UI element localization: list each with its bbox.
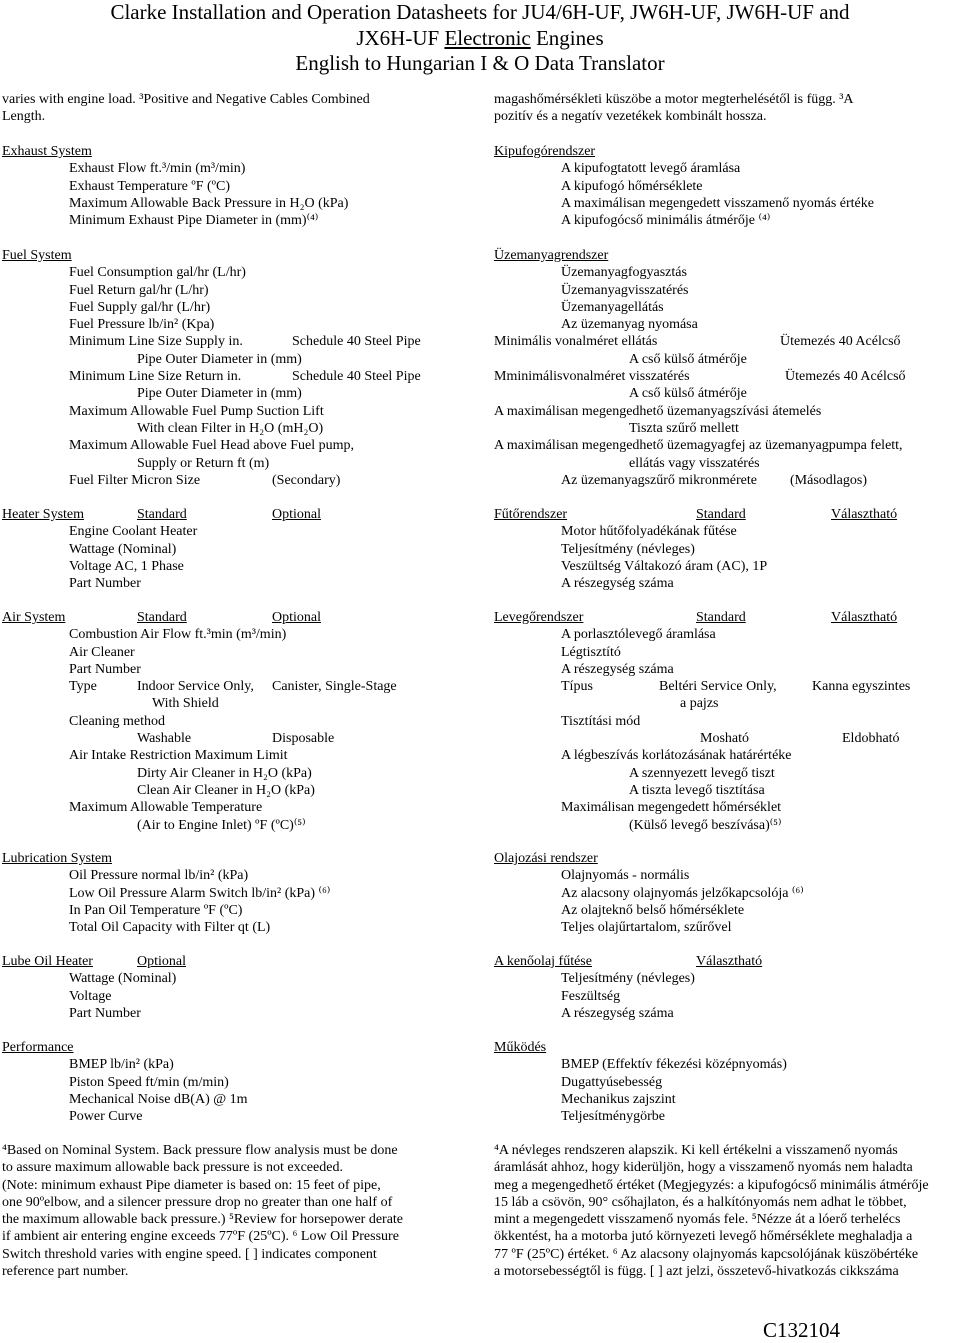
intro-line: varies with engine load. ³Positive and Negative Cables Combined [2,92,370,107]
spec-label: A cső külső átmérője [629,386,747,402]
spec-label: Teljes olajűrtartalom, szűrővel [561,920,732,936]
spec-label [494,333,959,350]
spec-label: A kipufogtatott levegő áramlása [561,161,741,177]
footnotes [494,1142,929,1280]
section-title: Kipufogórendszer [494,144,596,159]
column-standard: Standard [137,610,187,625]
title-engine-prefix: JX6H-UF [356,25,445,50]
spec-label: Tisztítási mód [561,713,641,729]
section-header [494,953,959,970]
spec-label: (Air to Engine Inlet) ºF (ºC)⁽⁵⁾ [137,817,306,833]
spec-label: ellátás vagy visszatérés [629,455,760,471]
performance-section [494,1039,959,1125]
spec-value: Beltéri Service Only, [659,679,777,695]
spec-label: Maximum Allowable Temperature [69,800,263,816]
spec-label-text: Type [69,679,97,695]
intro-line: magashőmérsékleti küszöbe a motor megterhelésétől is függ. ³A [494,92,854,107]
spec-label: Üzemanyagvisszatérés [561,282,689,298]
spec-value: Canister, Single-Stage [272,679,397,695]
footnote-line: Switch threshold varies with engine speed. [ ] indicates component [2,1246,377,1262]
footnote-line: áramlását ahhoz, hogy kiderüljön, hogy a visszamenő nyomás nem haladta [494,1160,913,1176]
spec-label: Part Number [69,1005,141,1021]
spec-label [2,368,472,385]
spec-label: Üzemanyagfogyasztás [561,265,687,281]
spec-label: Pipe Outer Diameter in (mm) [137,351,302,367]
column-optional: Választható [831,507,898,522]
spec-label [2,472,472,489]
spec-label: Part Number [69,576,141,592]
spec-label: Oil Pressure normal lb/in² (kPa) [69,868,249,884]
spec-label: Olajnyomás - normális [561,868,690,884]
air-section [2,609,472,834]
spec-value: Mosható [700,731,749,747]
section-title: Lubrication System [2,851,113,866]
spec-label: Pipe Outer Diameter in (mm) [137,386,302,402]
spec-label: Maximum Allowable Fuel Head above Fuel pump, [69,438,355,454]
spec-label: Cleaning method [69,713,166,729]
title-engine-suffix: Engines [530,25,604,50]
lube-heater-section [494,953,959,1022]
spec-label-text: Az üzemanyagszűrő mikronmérete [561,472,757,488]
section-title: Fűtőrendszer [494,507,568,522]
footnote-line: the maximum allowable back pressure.) ⁵Review for horsepower derate [2,1212,404,1228]
spec-label: Dugattyúsebesség [561,1074,663,1090]
spec-label-text: Minimum Line Size Return in. [69,369,242,385]
spec-label: Teljesítmény (névleges) [561,541,695,557]
spec-label: Maximálisan megengedett hőmérséklet [561,800,782,816]
column-optional: Választható [696,954,763,969]
hungarian-column [494,91,959,1280]
footnote-line: one 90ºelbow, and a silencer pressure drop no greater than one half of [2,1194,393,1210]
footnote-line: reference part number. [2,1264,129,1280]
spec-value: Kanna egyszintes [812,679,911,695]
section-title: Lube Oil Heater [2,954,93,969]
section-title: Air System [2,610,66,625]
spec-label: A részegység száma [561,576,674,592]
spec-label: Air Cleaner [69,644,135,660]
section-header [2,609,472,626]
spec-label: Tiszta szűrő mellett [629,420,739,436]
spec-label: Piston Speed ft/min (m/min) [69,1074,229,1090]
section-header [2,506,472,523]
spec-label: BMEP (Effektív fékezési középnyomás) [561,1057,787,1073]
spec-label: Az üzemanyag nyomása [561,317,698,333]
section-title: Működés [494,1040,547,1055]
section-title: Heater System [2,507,85,522]
spec-value-row [2,730,472,747]
section-title: Levegőrendszer [494,610,584,625]
spec-value: Eldobható [842,731,900,747]
footnote-line: to assure maximum allowable back pressure is not exceeded. [2,1160,343,1176]
spec-label [2,333,472,350]
footnote-line: (Note: minimum exhaust Pipe diameter is based on: 15 feet of pipe, [2,1177,381,1193]
section-header [494,506,959,523]
spec-label: Voltage AC, 1 Phase [69,558,184,574]
spec-label: Az olajteknő belső hőmérséklete [561,902,745,918]
spec-value-text: a pajzs [680,696,719,712]
spec-label: A kipufogócső minimális átmérője ⁽⁴⁾ [561,213,771,229]
spec-label: Fuel Return gal/hr (L/hr) [69,282,209,298]
document-code: C132104 [762,1318,840,1342]
spec-label: Power Curve [69,1109,143,1125]
spec-value: (Secondary) [272,472,341,488]
fuel-section [494,247,959,489]
performance-section [2,1039,472,1125]
heater-section [2,506,472,592]
spec-label: A maximálisan megengedett visszamenő nyomás értéke [561,195,874,211]
spec-label: Wattage (Nominal) [69,541,177,557]
spec-label: A részegység száma [561,1005,674,1021]
footnote-line: mint a megengedett visszamenő nyomás fele. ⁵Nézze át a lóerő terhelécs [494,1212,901,1228]
spec-label: A tiszta levegő tisztítása [629,782,765,798]
column-standard: Standard [696,507,746,522]
spec-label: Teljesítménygörbe [561,1109,665,1125]
spec-label: In Pan Oil Temperature ºF (ºC) [69,902,243,918]
spec-label: Wattage (Nominal) [69,971,177,987]
spec-label: Exhaust Flow ft.³/min (m³/min) [69,161,246,177]
spec-value: Washable [137,731,192,747]
spec-label: Minimum Exhaust Pipe Diameter in (mm)⁽⁴⁾ [69,213,319,229]
section-title: Üzemanyagrendszer [494,248,609,263]
spec-label: Légtisztító [561,644,621,660]
spec-label: BMEP lb/in² (kPa) [69,1057,174,1073]
column-optional: Optional [272,507,321,522]
fuel-section [2,247,472,489]
spec-label: Motor hűtőfolyadékának fűtése [561,524,737,540]
spec-label [494,368,959,385]
spec-label: A porlasztólevegő áramlása [561,627,716,643]
section-title: Fuel System [2,248,72,263]
footnote-line: 77 ºF (25ºC) értéket. ⁶ Az alacsony olajnyomás kapcsolójának küszöbértéke [494,1246,919,1262]
intro-line: Length. [2,109,46,125]
spec-label [2,678,472,695]
exhaust-section [2,143,472,229]
column-optional: Választható [831,610,898,625]
spec-label: Mechanical Noise dB(A) @ 1m [69,1091,248,1107]
spec-label: Üzemanyagellátás [561,299,664,315]
footnote-line: a motorsebességtől is függ. [ ] azt jelzi, összetevő-hivatkozás cikkszáma [494,1264,899,1280]
section-title: A kenőolaj fűtése [494,954,592,969]
spec-label: A maximálisan megengedhető üzemanyagszívási átemelés [494,403,822,419]
spec-value: (Másodlagos) [790,472,867,488]
footnote-line: if ambient air entering engine exceeds 77ºF (25ºC). ⁶ Low Oil Pressure [2,1229,399,1245]
section-title: Olajozási rendszer [494,851,598,866]
spec-label: Combustion Air Flow ft.³min (m³/min) [69,627,287,643]
footnote-line: ökkentést, ha a motorba jutó környezeti levegő hőmérséklete meghaladja a [494,1229,913,1245]
spec-value-row [494,730,959,747]
section-title: Exhaust System [2,144,92,159]
spec-label: (Külső levegő beszívása)⁽⁵⁾ [629,817,782,833]
footnote-line: meg a megengedhető értéket (Megjegyzés: a kipufogócső minimális átmérője [494,1177,929,1193]
section-header [494,609,959,626]
spec-label: Part Number [69,661,141,677]
spec-value: Disposable [272,731,335,747]
footnotes [2,1142,403,1280]
spec-label: A szennyezett levegő tiszt [629,765,775,781]
spec-value-text: With Shield [152,696,219,712]
spec-label: Voltage [69,988,112,1004]
spec-label: Clean Air Cleaner in H₂O (kPa) [137,782,315,798]
spec-label: A részegység száma [561,661,674,677]
spec-value: Indoor Service Only, [137,679,254,695]
english-column [2,91,472,1280]
spec-label: A kipufogó hőmérséklete [561,178,703,194]
air-section [494,609,959,834]
document-title [0,0,960,77]
column-optional: Optional [272,610,321,625]
section-header [2,953,472,970]
spec-label-text: Fuel Filter Micron Size [69,472,201,488]
spec-value: Ütemezés 40 Acélcső [780,334,901,350]
spec-label: Fuel Pressure lb/in² (Kpa) [69,317,215,333]
column-standard: Standard [696,610,746,625]
section-title: Performance [2,1040,74,1055]
spec-label: Maximum Allowable Fuel Pump Suction Lift [69,403,324,419]
spec-label: Fuel Consumption gal/hr (L/hr) [69,265,246,281]
footnote-line: ⁴A névleges rendszeren alapszik. Ki kell értékelni a visszamenő nyomás [494,1143,898,1158]
spec-label: Az alacsony olajnyomás jelzőkapcsolója ⁽⁶⁾ [561,885,804,901]
spec-label: Teljesítmény (névleges) [561,971,695,987]
spec-label: Maximum Allowable Back Pressure in H₂O (kPa) [69,195,349,211]
spec-label-text: Minimum Line Size Supply in. [69,334,243,350]
heater-section [494,506,959,592]
spec-label: Mechanikus zajszint [561,1091,676,1107]
spec-label: Low Oil Pressure Alarm Switch lb/in² (kPa) ⁽⁶⁾ [69,885,331,901]
exhaust-section [494,143,959,229]
lubrication-section [494,850,959,936]
spec-label: Feszültség [561,988,621,1004]
spec-value [494,695,959,712]
spec-label-text: Mminimálisvonalméret visszatérés [494,369,690,385]
intro-line: pozitív és a negatív vezetékek kombinált hossza. [494,109,767,125]
spec-label: A légbeszívás korlátozásának határértéke [561,748,792,764]
lube-heater-section [2,953,472,1022]
spec-label [494,678,959,695]
spec-label: Veszültség Váltakozó áram (AC), 1P [561,558,768,574]
title-line-1: Clarke Installation and Operation Datasheets for JU4/6H-UF, JW6H-UF, JW6H-UF and [110,0,850,24]
spec-label: With clean Filter in H₂O (mH₂O) [137,420,324,436]
footnote-line: 15 láb a csövön, 90° csőhajlaton, és a halkítónyomás nem adhat le többet, [494,1194,907,1210]
spec-value [2,695,472,712]
footnote-line: ⁴Based on Nominal System. Back pressure flow analysis must be done [2,1143,398,1158]
spec-label [494,472,959,489]
spec-label: Air Intake Restriction Maximum Limit [69,748,288,764]
spec-label: Engine Coolant Heater [69,524,198,540]
spec-label: Total Oil Capacity with Filter qt (L) [69,920,271,936]
spec-value: Schedule 40 Steel Pipe [292,369,421,385]
spec-label: A cső külső átmérője [629,351,747,367]
spec-label: Fuel Supply gal/hr (L/hr) [69,299,211,315]
spec-value: Ütemezés 40 Acélcső [785,369,906,385]
title-line-3: English to Hungarian I & O Data Translator [295,51,665,75]
spec-label: Dirty Air Cleaner in H₂O (kPa) [137,765,312,781]
column-optional: Optional [137,954,186,969]
spec-label: A maximálisan megengedhető üzemagyagfej az üzemanyagpumpa felett, [494,438,903,454]
lubrication-section [2,850,472,936]
spec-label: Supply or Return ft (m) [137,455,270,471]
title-line-2 [0,26,960,52]
title-electronic-link[interactable]: Electronic [444,25,531,50]
spec-label: Exhaust Temperature ºF (ºC) [69,178,231,194]
spec-label-text: Típus [561,679,593,695]
column-standard: Standard [137,507,187,522]
spec-label-text: Minimális vonalméret ellátás [494,334,658,350]
spec-value: Schedule 40 Steel Pipe [292,334,421,350]
